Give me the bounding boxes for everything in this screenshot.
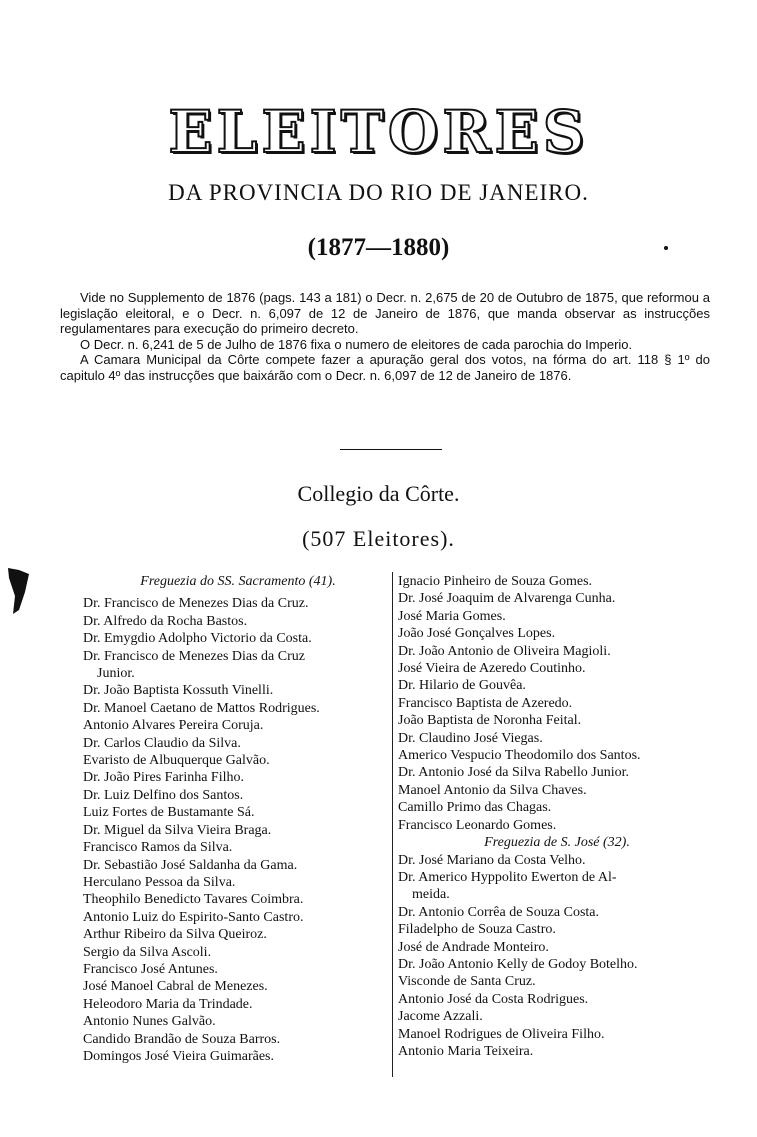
stray-dot: [664, 246, 668, 250]
elector-name: Manoel Rodrigues de Oliveira Filho.: [398, 1026, 605, 1042]
elector-name: Francisco Baptista de Azeredo.: [398, 695, 573, 711]
elector-name: José de Andrade Monteiro.: [398, 939, 549, 955]
elector-name: Evaristo de Albuquerque Galvão.: [83, 753, 270, 769]
elector-name: Jacome Azzali.: [398, 1009, 483, 1025]
elector-name: Dr. Americo Hyppolito Ewerton de Al-: [398, 869, 617, 885]
elector-count: (507 Eleitores).: [302, 526, 455, 551]
elector-name: Antonio José da Costa Rodrigues.: [398, 991, 589, 1007]
elector-name: Americo Vespucio Theodomilo dos Santos.: [398, 748, 641, 764]
elector-name: Ignacio Pinheiro de Souza Gomes.: [398, 574, 593, 589]
elector-name: Camillo Primo das Chagas.: [398, 800, 552, 816]
elector-name: Dr. Carlos Claudio da Silva.: [83, 735, 241, 751]
page-subtitle: DA PROVINCIA DO RIO DE JANEIRO.: [168, 180, 589, 205]
elector-name: Luiz Fortes de Bustamante Sá.: [83, 805, 255, 821]
elector-name: José Vieira de Azeredo Coutinho.: [398, 661, 586, 677]
elector-name: Theophilo Benedicto Tavares Coimbra.: [83, 892, 304, 908]
elector-name: Dr. José Joaquim de Alvarenga Cunha.: [398, 591, 616, 607]
section-divider: [340, 449, 442, 450]
college-heading: Collegio da Côrte.: [297, 481, 460, 506]
elector-name: Dr. Miguel da Silva Vieira Braga.: [83, 822, 272, 838]
margin-bracket-mark: [5, 566, 33, 616]
right-column: [398, 573, 716, 1060]
intro-paragraph-1: Vide no Supplemento de 1876 (pags. 143 a 181) o Decr. n. 2,675 de 20 de Outubro de 1875, que reformou a legislação eleitoral, e o Decr. n. 6,097 de 12 de Janeiro de 1876, que manda observar as instrucções regulamentares para execução do primeiro decreto.: [60, 290, 710, 336]
column-divider: [392, 572, 393, 1077]
left-column: [83, 573, 393, 1065]
elector-name: Dr. Hilario de Gouvêa.: [398, 678, 526, 694]
elector-name: José Maria Gomes.: [398, 608, 506, 624]
elector-name: Dr. Antonio Corrêa de Souza Costa.: [398, 904, 600, 920]
elector-name: Dr. João Antonio de Oliveira Magioli.: [398, 643, 611, 659]
elector-name: Sergio da Silva Ascoli.: [83, 944, 212, 960]
elector-name: Dr. Sebastião José Saldanha da Gama.: [83, 857, 298, 873]
elector-name: Candido Brandão de Souza Barros.: [83, 1031, 281, 1047]
elector-name: Dr. Claudino José Viegas.: [398, 730, 543, 746]
elector-name: Dr. Emygdio Adolpho Victorio da Costa.: [83, 631, 312, 647]
elector-name: Domingos José Vieira Guimarães.: [83, 1048, 274, 1064]
elector-name: Manoel Antonio da Silva Chaves.: [398, 782, 587, 798]
elector-name: Antonio Luiz do Espirito-Santo Castro.: [83, 909, 304, 925]
elector-name: Antonio Nunes Galvão.: [83, 1014, 216, 1030]
elector-name-continuation: Junior.: [97, 666, 135, 682]
intro-paragraph-3: A Camara Municipal da Côrte compete fazer a apuração geral dos votos, na fórma do art. 118 § 1º do capitulo 4º das instrucções que baixárão com o Decr. n. 6,097 de 12 de Janeiro de 1876.: [60, 352, 710, 383]
elector-name: Dr. João Pires Farinha Filho.: [83, 770, 244, 786]
elector-name: Visconde de Santa Cruz.: [398, 974, 536, 990]
page-title: ELEITORES: [168, 98, 589, 166]
elector-name: Dr. Antonio José da Silva Rabello Junior.: [398, 765, 629, 781]
elector-name: José Manoel Cabral de Menezes.: [83, 979, 268, 995]
parish-heading-sao-jose: Freguezia de S. José (32).: [484, 835, 630, 851]
elector-name: Francisco José Antunes.: [83, 961, 218, 977]
elector-name: Herculano Pessoa da Silva.: [83, 874, 236, 890]
elector-name: Dr. Francisco de Menezes Dias da Cruz: [83, 648, 305, 664]
elector-name: Dr. Alfredo da Rocha Bastos.: [83, 613, 248, 629]
elector-name: Filadelpho de Souza Castro.: [398, 922, 556, 938]
elector-name: Francisco Ramos da Silva.: [83, 840, 233, 856]
elector-name: Dr. Luiz Delfino dos Santos.: [83, 787, 244, 803]
years-range: (1877—1880): [307, 234, 450, 261]
elector-name: Dr. Manoel Caetano de Mattos Rodrigues.: [83, 700, 320, 716]
elector-name: Dr. José Mariano da Costa Velho.: [398, 852, 586, 868]
elector-name: Antonio Alvares Pereira Coruja.: [83, 718, 264, 734]
parish-heading-sacramento: Freguezia do SS. Sacramento (41).: [140, 574, 336, 589]
elector-name: Heleodoro Maria da Trindade.: [83, 996, 253, 1012]
elector-name: João Baptista de Noronha Feital.: [398, 713, 582, 729]
elector-name: Arthur Ribeiro da Silva Queiroz.: [83, 927, 267, 943]
elector-name: João José Gonçalves Lopes.: [398, 626, 556, 642]
intro-paragraph-2: O Decr. n. 6,241 de 5 de Julho de 1876 fixa o numero de eleitores de cada parochia do Imperio.: [80, 336, 633, 352]
intro-notes: [60, 290, 710, 383]
elector-name: Dr. João Antonio Kelly de Godoy Botelho.: [398, 956, 638, 972]
elector-name-continuation: meida.: [412, 887, 450, 903]
elector-name: Francisco Leonardo Gomes.: [398, 817, 557, 833]
elector-name: Dr. Francisco de Menezes Dias da Cruz.: [83, 596, 309, 612]
elector-name: Dr. João Baptista Kossuth Vinelli.: [83, 683, 274, 699]
elector-name: Antonio Maria Teixeira.: [398, 1043, 534, 1059]
